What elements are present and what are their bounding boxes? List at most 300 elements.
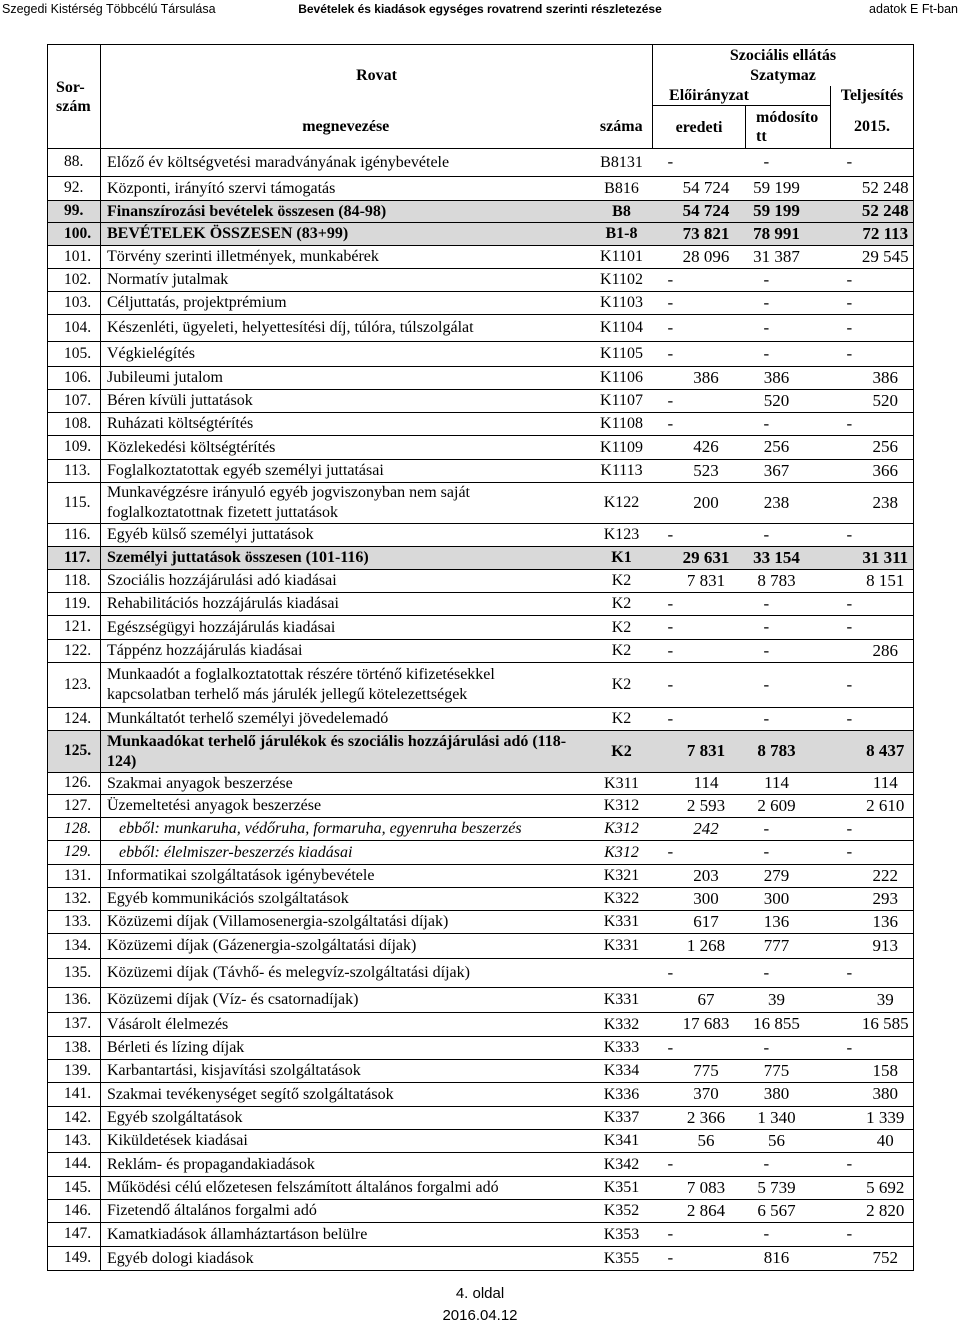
table-row (48, 460, 914, 483)
row-name: Fizetendő általános forgalmi adó (101, 1200, 591, 1223)
value-performance: - (831, 315, 914, 342)
row-code: K312 (591, 818, 653, 841)
row-code: K1113 (591, 460, 653, 483)
column-header-performance: Teljesítés (840, 87, 904, 104)
value-original: 7 831 (653, 570, 746, 593)
value-original: 54 724 (653, 177, 746, 201)
column-header-rovat: Rovat (101, 45, 653, 106)
row-code: K1107 (591, 390, 653, 413)
value-original: - (653, 292, 746, 315)
value-modified: 114 (746, 773, 831, 795)
value-original: 29 631 (653, 547, 746, 570)
row-number: 129. (48, 841, 101, 865)
row-code: K342 (591, 1153, 653, 1177)
row-name: BEVÉTELEK ÖSSZESEN (83+99) (101, 223, 591, 246)
value-original: - (653, 342, 746, 367)
column-header-year: 2015. (831, 106, 914, 149)
row-number: 105. (48, 342, 101, 367)
row-code: K1106 (591, 367, 653, 390)
value-original: 370 (653, 1083, 746, 1107)
table-row (48, 315, 914, 342)
row-code: K334 (591, 1060, 653, 1083)
row-code: K331 (591, 934, 653, 959)
value-modified: 238 (746, 483, 831, 524)
column-group-header-appropriation: Előirányzat (653, 86, 831, 106)
row-number: 119. (48, 593, 101, 616)
row-code: K332 (591, 1013, 653, 1037)
row-number: 146. (48, 1200, 101, 1223)
row-code: B816 (591, 177, 653, 201)
table-row (48, 201, 914, 223)
row-number: 106. (48, 367, 101, 390)
row-code: K1105 (591, 342, 653, 367)
row-name: ebből: élelmiszer-beszerzés kiadásai (101, 841, 591, 865)
value-performance: 286 (831, 640, 914, 663)
value-performance: 52 248 (831, 201, 914, 223)
row-code: K1102 (591, 269, 653, 292)
row-number: 118. (48, 570, 101, 593)
row-name: Munkáltatót terhelő személyi jövedelemadó (101, 708, 591, 731)
value-original: 523 (653, 460, 746, 483)
value-performance: - (831, 1037, 914, 1060)
value-performance: - (831, 1223, 914, 1247)
row-name: Munkaadókat terhelő járulékok és szociális hozzájárulási adó (118-124) (101, 731, 591, 773)
table-row (48, 1200, 914, 1223)
document-title: Bevételek és kiadások egységes rovatrend szerinti részletezése (298, 2, 662, 16)
row-number: 113. (48, 460, 101, 483)
row-name: Egyéb szolgáltatások (101, 1107, 591, 1130)
table-row (48, 818, 914, 841)
value-original: 203 (653, 865, 746, 888)
value-performance: 386 (831, 367, 914, 390)
row-number: 138. (48, 1037, 101, 1060)
value-original: - (653, 959, 746, 988)
value-modified: - (746, 663, 831, 708)
value-performance: - (831, 818, 914, 841)
table-row (48, 934, 914, 959)
row-code: K353 (591, 1223, 653, 1247)
value-modified: 8 783 (746, 570, 831, 593)
row-name: Közlekedési költségtérítés (101, 436, 591, 460)
value-modified: 816 (746, 1247, 831, 1271)
value-modified: - (746, 269, 831, 292)
table-row (48, 413, 914, 436)
value-modified: - (746, 1153, 831, 1177)
value-modified: - (746, 1037, 831, 1060)
row-name: Készenléti, ügyeleti, helyettesítési díj, túlóra, túlszolgálat (101, 315, 591, 342)
table-row (48, 292, 914, 315)
table-row (48, 1060, 914, 1083)
table-row (48, 570, 914, 593)
row-number: 117. (48, 547, 101, 570)
table-row (48, 149, 914, 177)
value-performance: 29 545 (831, 246, 914, 269)
table-row (48, 795, 914, 818)
row-number: 122. (48, 640, 101, 663)
value-performance: 1 339 (831, 1107, 914, 1130)
row-name: Üzemeltetési anyagok beszerzése (101, 795, 591, 818)
value-modified: 777 (746, 934, 831, 959)
value-performance: - (831, 292, 914, 315)
value-performance: 40 (831, 1130, 914, 1153)
value-original: - (653, 640, 746, 663)
value-performance: 158 (831, 1060, 914, 1083)
value-original: 300 (653, 888, 746, 911)
row-number: 144. (48, 1153, 101, 1177)
row-number: 102. (48, 269, 101, 292)
value-performance: 72 113 (831, 223, 914, 246)
table-row (48, 1013, 914, 1037)
row-number: 142. (48, 1107, 101, 1130)
table-row (48, 547, 914, 570)
row-number: 116. (48, 524, 101, 547)
row-code: K2 (591, 663, 653, 708)
table-header (48, 45, 914, 149)
row-number: 92. (48, 177, 101, 201)
value-modified: 56 (746, 1130, 831, 1153)
value-performance: - (831, 593, 914, 616)
row-name: Szakmai tevékenységet segítő szolgáltatások (101, 1083, 591, 1107)
value-performance: 222 (831, 865, 914, 888)
row-code: B1-8 (591, 223, 653, 246)
table-row (48, 246, 914, 269)
row-name: Közüzemi díjak (Villamosenergia-szolgáltatási díjak) (101, 911, 591, 934)
budget-table (47, 44, 914, 1271)
table-row (48, 1177, 914, 1200)
page-header (0, 0, 960, 18)
value-original: 54 724 (653, 201, 746, 223)
table-body (48, 149, 914, 1271)
value-original: - (653, 315, 746, 342)
value-original: - (653, 390, 746, 413)
value-modified: 1 340 (746, 1107, 831, 1130)
row-name: Egyéb dologi kiadások (101, 1247, 591, 1271)
value-original: 114 (653, 773, 746, 795)
table-row (48, 1107, 914, 1130)
row-number: 126. (48, 773, 101, 795)
row-code: K312 (591, 795, 653, 818)
row-name: Jubileumi jutalom (101, 367, 591, 390)
row-name: Táppénz hozzájárulás kiadásai (101, 640, 591, 663)
value-original: - (653, 1223, 746, 1247)
value-performance: - (831, 616, 914, 640)
value-original: 2 366 (653, 1107, 746, 1130)
value-modified: 380 (746, 1083, 831, 1107)
value-performance: - (831, 1153, 914, 1177)
row-code: K322 (591, 888, 653, 911)
row-code: K1101 (591, 246, 653, 269)
value-performance: 238 (831, 483, 914, 524)
value-performance: 752 (831, 1247, 914, 1271)
row-name: Egészségügyi hozzájárulás kiadásai (101, 616, 591, 640)
value-original: 386 (653, 367, 746, 390)
value-performance: 31 311 (831, 547, 914, 570)
value-performance: 52 248 (831, 177, 914, 201)
row-number: 133. (48, 911, 101, 934)
organization-name: Szegedi Kistérség Többcélú Társulása (2, 2, 216, 16)
value-original: 73 821 (653, 223, 746, 246)
row-number: 135. (48, 959, 101, 988)
row-number: 139. (48, 1060, 101, 1083)
value-performance: - (831, 959, 914, 988)
row-number: 103. (48, 292, 101, 315)
row-number: 127. (48, 795, 101, 818)
row-number: 143. (48, 1130, 101, 1153)
row-number: 149. (48, 1247, 101, 1271)
row-name: Közüzemi díjak (Víz- és csatornadíjak) (101, 988, 591, 1013)
value-original: 426 (653, 436, 746, 460)
value-modified: 279 (746, 865, 831, 888)
value-modified: - (746, 413, 831, 436)
value-original: 7 831 (653, 731, 746, 773)
table-row (48, 1223, 914, 1247)
table-row (48, 1153, 914, 1177)
row-code: K1103 (591, 292, 653, 315)
row-name: Normatív jutalmak (101, 269, 591, 292)
value-performance: 2 610 (831, 795, 914, 818)
table-row (48, 731, 914, 773)
value-modified: - (746, 708, 831, 731)
row-code: K2 (591, 616, 653, 640)
value-modified: - (746, 616, 831, 640)
value-performance: 520 (831, 390, 914, 413)
row-number: 123. (48, 663, 101, 708)
row-number: 108. (48, 413, 101, 436)
row-name: Informatikai szolgáltatások igénybevétele (101, 865, 591, 888)
value-modified: 5 739 (746, 1177, 831, 1200)
value-performance: 2 820 (831, 1200, 914, 1223)
row-name: Kiküldetések kiadásai (101, 1130, 591, 1153)
value-performance: 366 (831, 460, 914, 483)
table-row (48, 367, 914, 390)
value-modified: 520 (746, 390, 831, 413)
value-original: - (653, 841, 746, 865)
table-row (48, 616, 914, 640)
table-row (48, 223, 914, 246)
value-modified: 367 (746, 460, 831, 483)
value-performance: 380 (831, 1083, 914, 1107)
row-number: 104. (48, 315, 101, 342)
table-row (48, 1130, 914, 1153)
row-code: K333 (591, 1037, 653, 1060)
row-name: Egyéb külső személyi juttatások (101, 524, 591, 547)
value-performance: 8 151 (831, 570, 914, 593)
row-code: K1104 (591, 315, 653, 342)
row-number: 125. (48, 731, 101, 773)
row-code: K123 (591, 524, 653, 547)
value-original: 28 096 (653, 246, 746, 269)
row-code: K122 (591, 483, 653, 524)
value-original: 2 593 (653, 795, 746, 818)
value-original: 617 (653, 911, 746, 934)
column-group-header-section: Szociális ellátás (729, 46, 837, 64)
row-number: 131. (48, 865, 101, 888)
table-row (48, 524, 914, 547)
value-performance: 16 585 (831, 1013, 914, 1037)
row-code: B8131 (591, 149, 653, 177)
row-name: Bérleti és lízing díjak (101, 1037, 591, 1060)
value-modified: - (746, 315, 831, 342)
row-name: Foglalkoztatottak egyéb személyi juttatásai (101, 460, 591, 483)
row-name: Rehabilitációs hozzájárulás kiadásai (101, 593, 591, 616)
row-code: K311 (591, 773, 653, 795)
row-number: 141. (48, 1083, 101, 1107)
row-number: 109. (48, 436, 101, 460)
row-name: Központi, irányító szervi támogatás (101, 177, 591, 201)
value-modified: 33 154 (746, 547, 831, 570)
row-name: Működési célú előzetesen felszámított általános forgalmi adó (101, 1177, 591, 1200)
value-performance: 136 (831, 911, 914, 934)
value-performance: - (831, 149, 914, 177)
row-code: K351 (591, 1177, 653, 1200)
value-modified: 775 (746, 1060, 831, 1083)
row-name: Törvény szerinti illetmények, munkabérek (101, 246, 591, 269)
value-modified: - (746, 524, 831, 547)
table-row (48, 888, 914, 911)
value-original: - (653, 593, 746, 616)
row-code: K2 (591, 570, 653, 593)
value-performance: 8 437 (831, 731, 914, 773)
page-number: 4. oldal (455, 1285, 505, 1302)
table-row (48, 1083, 914, 1107)
row-number: 107. (48, 390, 101, 413)
row-name: Szociális hozzájárulási adó kiadásai (101, 570, 591, 593)
value-modified: - (746, 1223, 831, 1247)
row-name: ebből: munkaruha, védőruha, formaruha, egyenruha beszerzés (101, 818, 591, 841)
row-code: K321 (591, 865, 653, 888)
row-code: K337 (591, 1107, 653, 1130)
row-code: B8 (591, 201, 653, 223)
table-row (48, 342, 914, 367)
row-number: 88. (48, 149, 101, 177)
value-performance: - (831, 413, 914, 436)
table-row (48, 1247, 914, 1271)
value-modified: 2 609 (746, 795, 831, 818)
table-row (48, 269, 914, 292)
row-number: 145. (48, 1177, 101, 1200)
table-row (48, 593, 914, 616)
value-original: 67 (653, 988, 746, 1013)
value-performance: - (831, 342, 914, 367)
row-code: K2 (591, 708, 653, 731)
value-performance: 5 692 (831, 1177, 914, 1200)
row-number: 134. (48, 934, 101, 959)
value-original: 17 683 (653, 1013, 746, 1037)
row-code: K312 (591, 841, 653, 865)
value-modified: - (746, 841, 831, 865)
value-original: - (653, 708, 746, 731)
column-group-header-settlement: Szatymaz (750, 67, 816, 84)
value-modified: 256 (746, 436, 831, 460)
row-code: K355 (591, 1247, 653, 1271)
value-modified: 59 199 (746, 201, 831, 223)
row-name: Egyéb kommunikációs szolgáltatások (101, 888, 591, 911)
value-original: 1 268 (653, 934, 746, 959)
row-name: Személyi juttatások összesen (101-116) (101, 547, 591, 570)
row-name: Ruházati költségtérítés (101, 413, 591, 436)
value-original: 775 (653, 1060, 746, 1083)
row-number: 101. (48, 246, 101, 269)
value-performance: 39 (831, 988, 914, 1013)
row-number: 132. (48, 888, 101, 911)
value-performance: 293 (831, 888, 914, 911)
row-code: K352 (591, 1200, 653, 1223)
value-modified: 8 783 (746, 731, 831, 773)
column-header-modified: módosított (756, 109, 819, 145)
table-row (48, 841, 914, 865)
row-code (591, 959, 653, 988)
value-modified: 39 (746, 988, 831, 1013)
row-code: K1 (591, 547, 653, 570)
table-row (48, 663, 914, 708)
value-original: - (653, 1247, 746, 1271)
value-original: 56 (653, 1130, 746, 1153)
column-header-original: eredeti (653, 106, 746, 149)
value-modified: 6 567 (746, 1200, 831, 1223)
row-name: Közüzemi díjak (Gázenergia-szolgáltatási díjak) (101, 934, 591, 959)
row-name: Kamatkiadások államháztartáson belülre (101, 1223, 591, 1247)
row-code: K1108 (591, 413, 653, 436)
value-modified: 78 991 (746, 223, 831, 246)
row-name: Közüzemi díjak (Távhő- és melegvíz-szolgáltatási díjak) (101, 959, 591, 988)
value-performance: - (831, 524, 914, 547)
value-modified: - (746, 818, 831, 841)
table-row (48, 988, 914, 1013)
row-code: K2 (591, 731, 653, 773)
value-modified: 59 199 (746, 177, 831, 201)
value-modified: - (746, 593, 831, 616)
value-original: 200 (653, 483, 746, 524)
row-number: 136. (48, 988, 101, 1013)
value-original: - (653, 663, 746, 708)
row-code: K2 (591, 640, 653, 663)
table-row (48, 865, 914, 888)
row-name: Szakmai anyagok beszerzése (101, 773, 591, 795)
row-number: 137. (48, 1013, 101, 1037)
table-row (48, 773, 914, 795)
value-performance: 256 (831, 436, 914, 460)
value-modified: 386 (746, 367, 831, 390)
value-original: - (653, 1037, 746, 1060)
row-name: Céljuttatás, projektprémium (101, 292, 591, 315)
value-original: - (653, 1153, 746, 1177)
column-header-name: megnevezése (101, 106, 591, 149)
row-name: Béren kívüli juttatások (101, 390, 591, 413)
row-code: K336 (591, 1083, 653, 1107)
value-modified: 300 (746, 888, 831, 911)
value-performance: - (831, 269, 914, 292)
column-header-row-number: Sor-szám (48, 45, 101, 149)
value-original: 2 864 (653, 1200, 746, 1223)
value-modified: - (746, 292, 831, 315)
table-row (48, 483, 914, 524)
row-code: K1109 (591, 436, 653, 460)
value-modified: - (746, 640, 831, 663)
value-original: 7 083 (653, 1177, 746, 1200)
value-performance: - (831, 708, 914, 731)
row-code: K341 (591, 1130, 653, 1153)
value-modified: - (746, 342, 831, 367)
table-row (48, 390, 914, 413)
value-performance: 913 (831, 934, 914, 959)
row-code: K331 (591, 911, 653, 934)
row-number: 121. (48, 616, 101, 640)
row-number: 128. (48, 818, 101, 841)
row-code: K331 (591, 988, 653, 1013)
row-number: 99. (48, 201, 101, 223)
value-performance: - (831, 663, 914, 708)
row-name: Vásárolt élelmezés (101, 1013, 591, 1037)
